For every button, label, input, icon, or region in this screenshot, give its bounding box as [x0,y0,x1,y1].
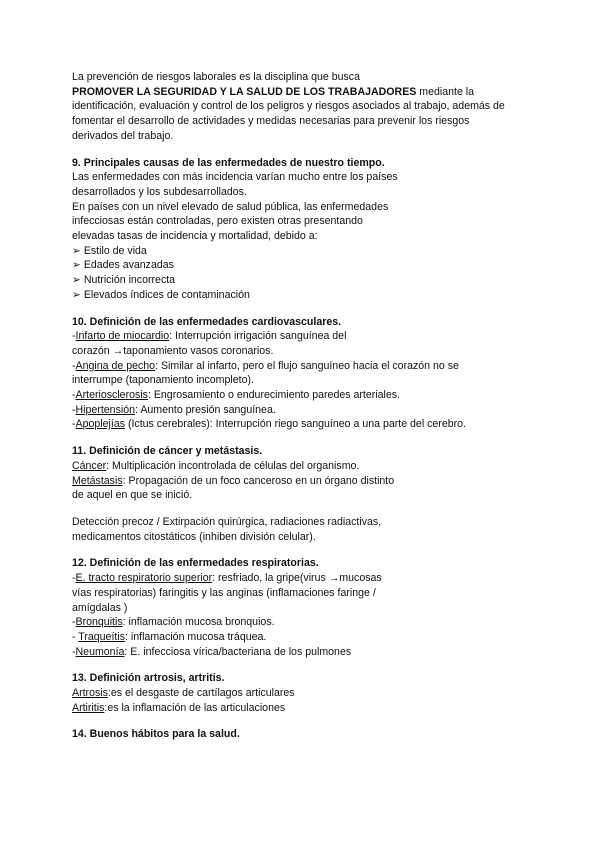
definition-text: : Engrosamiento o endurecimiento paredes arteriales. [147,389,400,402]
section-9-line: desarrollados y los subdesarrollados. [72,185,247,198]
definition-line [72,459,542,474]
definition-line: - Traqueítis: inflamación mucosa tráquea. [72,630,267,643]
section-14-title: 14. Buenos hábitos para la salud. [72,728,240,741]
detection-line: medicamentos citostáticos (inhiben división celular). [72,530,316,543]
intro-line [72,70,542,85]
term-traqueitis: Traqueítis [78,630,125,643]
detection-line: Detección precoz / Extirpación quirúrgica, radiaciones radiactivas, [72,515,382,528]
section-12-title: 12. Definición de las enfermedades respiratorias. [72,557,319,570]
definition-line: -Infarto de miocardio: Interrupción irrigación sanguínea del [72,330,347,343]
term-artrosis: Artrosis [72,687,108,700]
section-13-title: 13. Definición artrosis, artritis. [72,672,225,685]
term-bronquitis: Bronquitis [75,616,123,629]
definition-text: : inflamación mucosa tráquea. [125,630,267,643]
definition-line [72,701,542,716]
intro-bold-text: PROMOVER LA SEGURIDAD Y LA SALUD DE LOS TRABAJADORES [72,85,417,98]
definition-line: interrumpe (taponamiento incompleto). [72,374,254,387]
section-9-line: elevadas tasas de incidencia y mortalidad, debido a: [72,230,318,243]
intro-text: La prevención de riesgos laborales es la disciplina que busca [72,71,360,83]
bullet-item: ➢ Nutrición incorrecta [72,274,176,287]
document-body [72,70,542,742]
definition-line: -Hipertensión: Aumento presión sanguínea. [72,403,276,416]
bullet-item: ➢ Elevados índices de contaminación [72,288,250,301]
section-9-line: infecciosas están controladas, pero existen otras presentando [72,215,363,228]
definition-text: : Interrupción irrigación sanguínea del [169,330,347,343]
section-9-line: En países con un nivel elevado de salud pública, las enfermedades [72,200,389,213]
definition-text: : Multiplicación incontrolada de células del organismo. [106,459,360,472]
definition-line [72,474,542,489]
intro-line: identificación, evaluación y control de los peligros y riesgos asociados al trabajo, además de [72,100,505,113]
definition-text: :es la inflamación de las articulaciones [104,701,286,714]
section-10-title: 10. Definición de las enfermedades cardiovasculares. [72,315,342,328]
definition-text: : inflamación mucosa bronquios. [122,616,275,629]
intro-line [72,85,542,100]
definition-text: : Aumento presión sanguínea. [135,403,276,416]
section-9-title: 9. Principales causas de las enfermedades de nuestro tiempo. [72,156,385,169]
term-hipertension: Hipertensión [75,403,136,416]
definition-line: -Neumonía: E. infecciosa vírica/bacteriana de los pulmones [72,645,352,658]
term-infarto: Infarto de miocardio [75,330,170,343]
definition-line: amígdalas ) [72,601,128,614]
bullet-item: ➢ Edades avanzadas [72,259,174,272]
term-artritis: Artiritis [72,701,105,714]
definition-line: -Angina de pecho: Similar al infarto, pero el flujo sanguíneo hacia el corazón no se [72,359,459,372]
definition-line: de aquel en que se inició. [72,489,193,502]
term-arteriosclerosis: Arteriosclerosis [75,389,148,402]
definition-line: -Bronquitis: inflamación mucosa bronquios. [72,616,275,629]
term-cancer: Cáncer [72,459,107,472]
term-apoplejias: Apoplejías [75,418,126,431]
intro-line: derivados del trabajo. [72,129,174,142]
bullet-item: ➢ Estilo de vida [72,244,147,257]
definition-text: : E. infecciosa vírica/bacteriana de los pulmones [124,645,352,658]
section-9-line: Las enfermedades con más incidencia varían mucho entre los países [72,171,398,184]
section-11-title: 11. Definición de cáncer y metástasis. [72,445,263,458]
definition-text: (Ictus cerebrales): Interrupción riego sanguíneo a una parte del cerebro. [125,418,466,431]
intro-text: mediante la [416,85,475,98]
definition-line: -E. tracto respiratorio superior: resfriado, la gripe(virus →mucosas [72,572,382,585]
term-tracto: E. tracto respiratorio superior [75,572,213,585]
term-metastasis: Metástasis [72,474,123,487]
definition-line: vías respiratorias) faringitis y las anginas (inflamaciones faringe / [72,586,376,599]
definition-text: : Propagación de un foco canceroso en un órgano distinto [122,474,395,487]
intro-line: fomentar el desarrollo de actividades y medidas necesarias para prevenir los riesgos [72,115,470,128]
definition-text: :es el desgaste de cartílagos articulares [107,687,295,700]
term-angina: Angina de pecho [75,359,156,372]
definition-text: : Similar al infarto, pero el flujo sanguíneo hacia el corazón no se [155,359,459,372]
definition-line: corazón →taponamiento vasos coronarios. [72,344,274,357]
definition-text: : resfriado, la gripe(virus →mucosas [212,572,382,585]
definition-line: -Apoplejías (Ictus cerebrales): Interrupción riego sanguíneo a una parte del cerebro. [72,418,466,431]
term-neumonia: Neumonía [75,645,125,658]
definition-line [72,686,542,701]
definition-line: -Arteriosclerosis: Engrosamiento o endurecimiento paredes arteriales. [72,389,400,402]
